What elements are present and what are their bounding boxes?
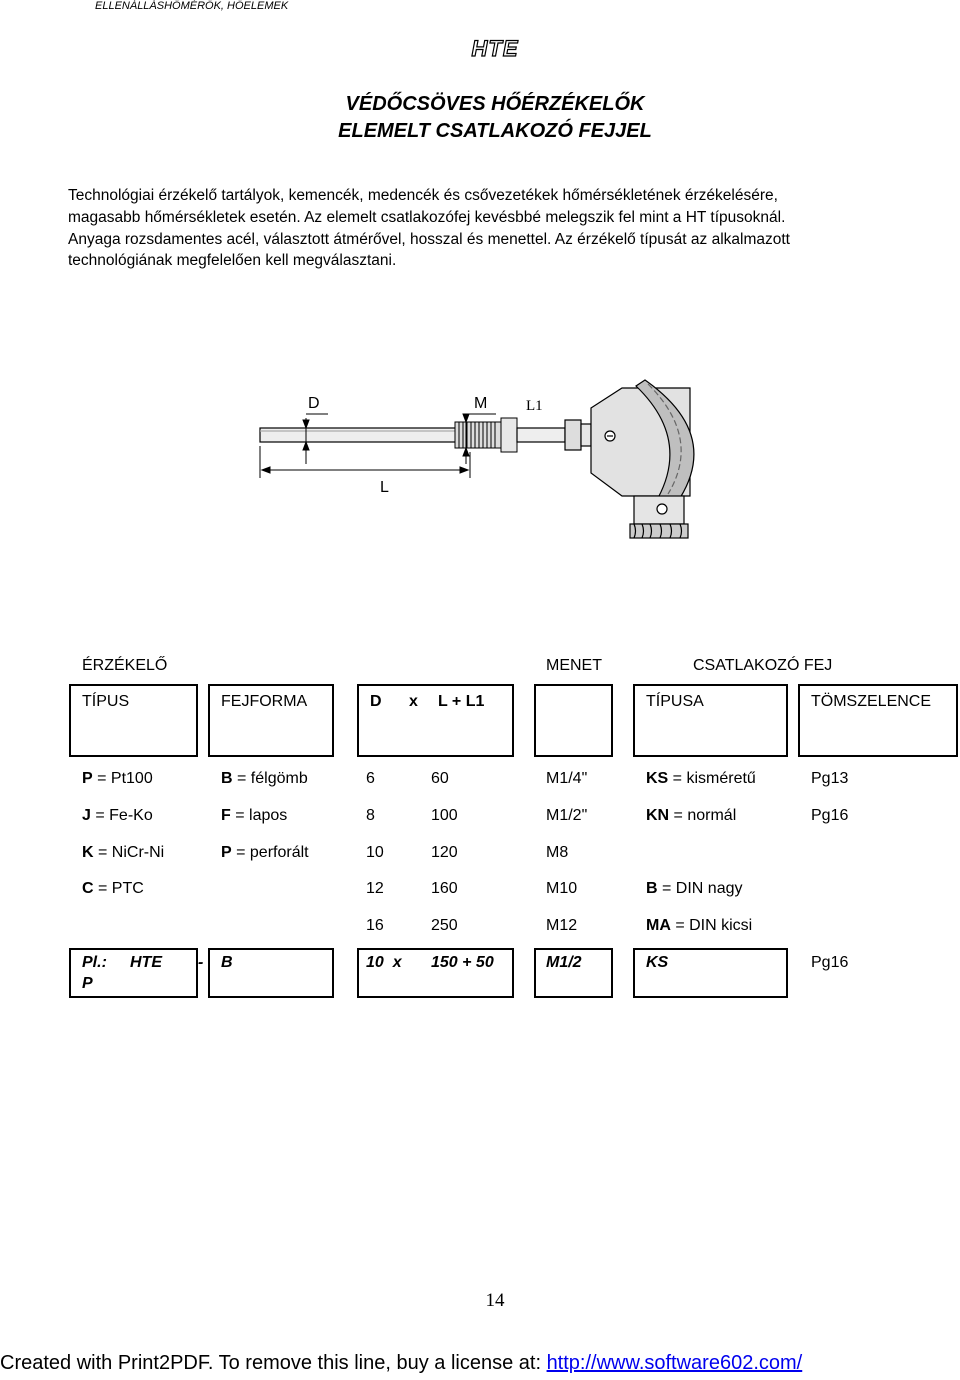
diameter-option: 10: [366, 844, 384, 861]
diameter-option: 6: [366, 770, 375, 787]
diameter-option: 8: [366, 807, 375, 824]
description-line: technológiának megfelelően kell megválasztani.: [68, 252, 397, 270]
example-dims: 10 x: [366, 954, 402, 971]
label-l1: L1: [526, 398, 543, 414]
column-dim-l: L + L1: [438, 693, 485, 710]
group-sensor: ÉRZÉKELŐ: [82, 657, 168, 674]
example-thread: M1/2: [546, 954, 582, 971]
footer-notice: [0, 1352, 802, 1375]
length-option: 160: [431, 880, 458, 897]
head-shape-option: P = perforált: [221, 844, 309, 861]
head-shape-option: F = lapos: [221, 807, 288, 824]
protective-tube: [260, 428, 460, 442]
example-prefix: Pl.:: [82, 954, 107, 971]
page-number: 14: [485, 1290, 505, 1311]
running-header: ELLENÁLLÁSHŐMÉRŐK, HŐELEMEK: [95, 0, 289, 12]
page-title-line2: ELEMELT CSATLAKOZÓ FEJJEL: [338, 120, 652, 142]
thread-section: [455, 418, 517, 452]
brand-title: HTE: [471, 36, 519, 61]
connector-type-option: B = DIN nagy: [646, 880, 743, 897]
column-dim-x: x: [409, 693, 418, 710]
connector-type-option: KS = kisméretű: [646, 770, 756, 787]
length-option: 100: [431, 807, 458, 824]
type-option: C = PTC: [82, 880, 144, 897]
example-gland: Pg16: [811, 954, 849, 971]
example-connector: KS: [646, 954, 669, 971]
head-shape-option: B = félgömb: [221, 770, 308, 787]
column-dim-d: D: [370, 693, 382, 710]
example-dash: -: [198, 954, 204, 971]
example-head: B: [221, 954, 233, 971]
description-line: Technológiai érzékelő tartályok, kemencék, medencék és csővezetékek hőmérsékletének érzékelésére,: [68, 187, 778, 204]
extension-neck: [517, 420, 591, 450]
column-connector-type-label: TÍPUSA: [646, 693, 704, 710]
column-box-thread: [534, 684, 613, 757]
length-option: 250: [431, 917, 458, 934]
type-option: K = NiCr-Ni: [82, 844, 165, 861]
thread-option: M1/2": [546, 807, 588, 824]
description-paragraph: [68, 185, 918, 272]
connector-type-option: KN = normál: [646, 807, 737, 824]
gland-option: Pg16: [811, 807, 849, 824]
example-length: 150 + 50: [431, 954, 494, 971]
label-m: M: [474, 395, 488, 412]
footer-text: Created with Print2PDF. To remove this line, buy a license at:: [0, 1352, 547, 1374]
column-head-shape-label: FEJFORMA: [221, 693, 308, 710]
gland-option: Pg13: [811, 770, 849, 787]
connection-head: [591, 380, 694, 498]
column-gland-label: TÖMSZELENCE: [811, 693, 932, 710]
group-connector-head: CSATLAKOZÓ FEJ: [693, 657, 833, 674]
connector-type-option: MA = DIN kicsi: [646, 917, 753, 934]
page-title-line1: VÉDŐCSÖVES HŐÉRZÉKELŐK: [345, 93, 645, 115]
thread-option: M8: [546, 844, 569, 861]
thread-option: M10: [546, 880, 578, 897]
type-option: J = Fe-Ko: [82, 807, 153, 824]
diameter-option: 12: [366, 880, 384, 897]
sensor-drawing: [250, 378, 700, 548]
thread-option: M12: [546, 917, 578, 934]
length-option: 120: [431, 844, 458, 861]
description-line: Anyaga rozsdamentes acél, választott átmérővel, hosszal és menettel. Az érzékelő típusát az alkalmazott: [68, 230, 790, 248]
example-type: P: [82, 975, 93, 992]
cable-gland: [630, 496, 688, 538]
group-thread: MENET: [546, 657, 602, 674]
label-l: L: [380, 479, 389, 496]
description-line: magasabb hőmérsékletek esetén. Az elemelt csatlakozófej kevésbbé melegszik fel mint a HT típusoknál.: [68, 208, 786, 226]
example-model: HTE: [130, 954, 162, 971]
label-d: D: [308, 395, 320, 412]
thread-option: M1/4": [546, 770, 588, 787]
diameter-option: 16: [366, 917, 384, 934]
type-option: P = Pt100: [82, 770, 153, 787]
footer-link[interactable]: http://www.software602.com/: [546, 1352, 803, 1374]
length-option: 60: [431, 770, 449, 787]
column-type-label: TÍPUS: [82, 693, 130, 710]
